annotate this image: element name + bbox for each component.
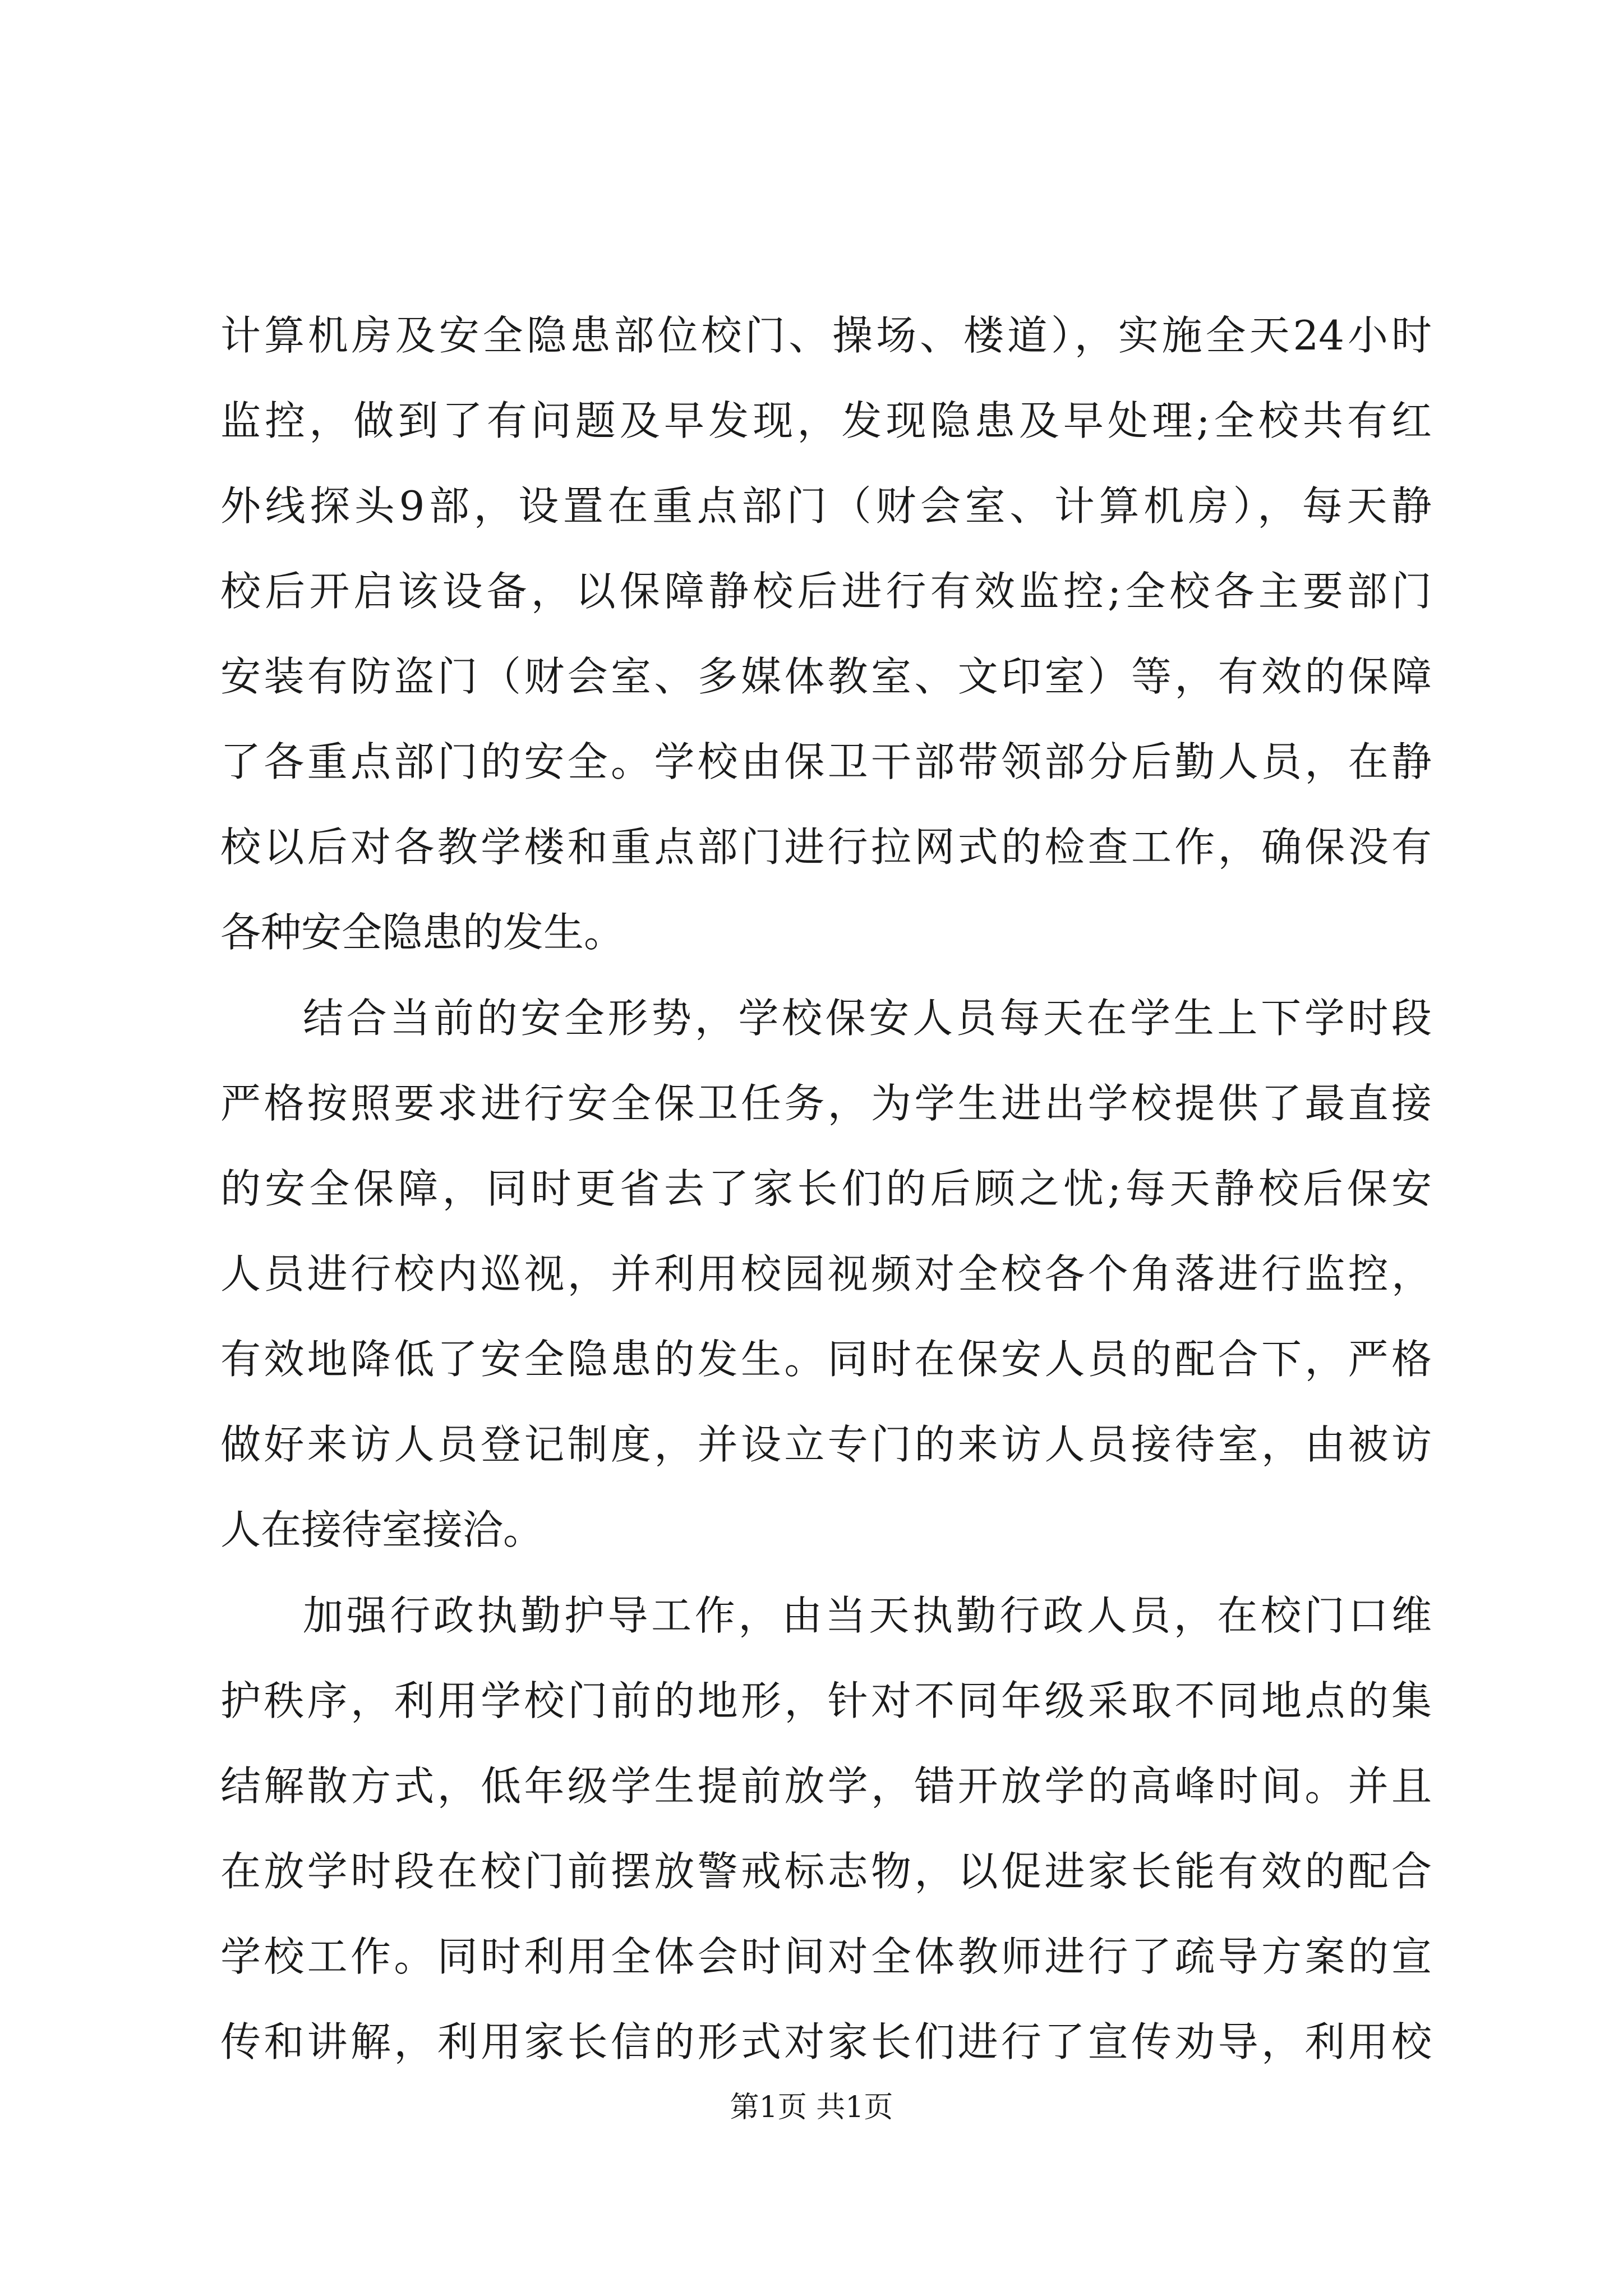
body-text-line: 在放学时段在校门前摆放警戒标志物，以促进家长能有效的配合 <box>220 1848 1432 1895</box>
page-number-footer: 第1页 共1页 <box>730 2091 893 2124</box>
body-text-line: 的安全保障，同时更省去了家长们的后顾之忧;每天静校后保安 <box>220 1165 1432 1212</box>
body-text-line: 外线探头9部，设置在重点部门（财会室、计算机房），每天静 <box>220 482 1432 530</box>
body-text-line: 安装有防盗门（财会室、多媒体教室、文印室）等，有效的保障 <box>220 653 1432 700</box>
body-text-line: 严格按照要求进行安全保卫任务，为学生进出学校提供了最直接 <box>220 1080 1432 1127</box>
body-text-line: 监控，做到了有问题及早发现，发现隐患及早处理;全校共有红 <box>220 397 1432 444</box>
body-text-line: 校后开启该设备，以保障静校后进行有效监控;全校各主要部门 <box>220 568 1432 615</box>
body-text-line: 结解散方式，低年级学生提前放学，错开放学的高峰时间。并且 <box>220 1763 1432 1810</box>
body-text-line: 人员进行校内巡视，并利用校园视频对全校各个角落进行监控， <box>220 1250 1432 1297</box>
body-text-line: 做好来访人员登记制度，并设立专门的来访人员接待室，由被访 <box>220 1421 1432 1468</box>
body-text-line: 人在接待室接洽。 <box>220 1506 544 1553</box>
body-text-line: 传和讲解，利用家长信的形式对家长们进行了宣传劝导，利用校 <box>220 2018 1432 2065</box>
body-text-line: 学校工作。同时利用全体会时间对全体教师进行了疏导方案的宣 <box>220 1933 1432 1980</box>
body-text-line: 护秩序，利用学校门前的地形，针对不同年级采取不同地点的集 <box>220 1677 1432 1724</box>
paragraph-first-line: 加强行政执勤护导工作，由当天执勤行政人员，在校门口维 <box>303 1592 1432 1639</box>
body-text-line: 有效地降低了安全隐患的发生。同时在保安人员的配合下，严格 <box>220 1336 1432 1383</box>
body-text-line: 了各重点部门的安全。学校由保卫干部带领部分后勤人员，在静 <box>220 738 1432 785</box>
body-text-line: 计算机房及安全隐患部位校门、操场、楼道），实施全天24小时 <box>220 312 1432 359</box>
paragraph-first-line: 结合当前的安全形势，学校保安人员每天在学生上下学时段 <box>303 995 1432 1042</box>
body-text-line: 校以后对各教学楼和重点部门进行拉网式的检查工作，确保没有 <box>220 823 1432 871</box>
body-text-line: 各种安全隐患的发生。 <box>220 909 625 956</box>
